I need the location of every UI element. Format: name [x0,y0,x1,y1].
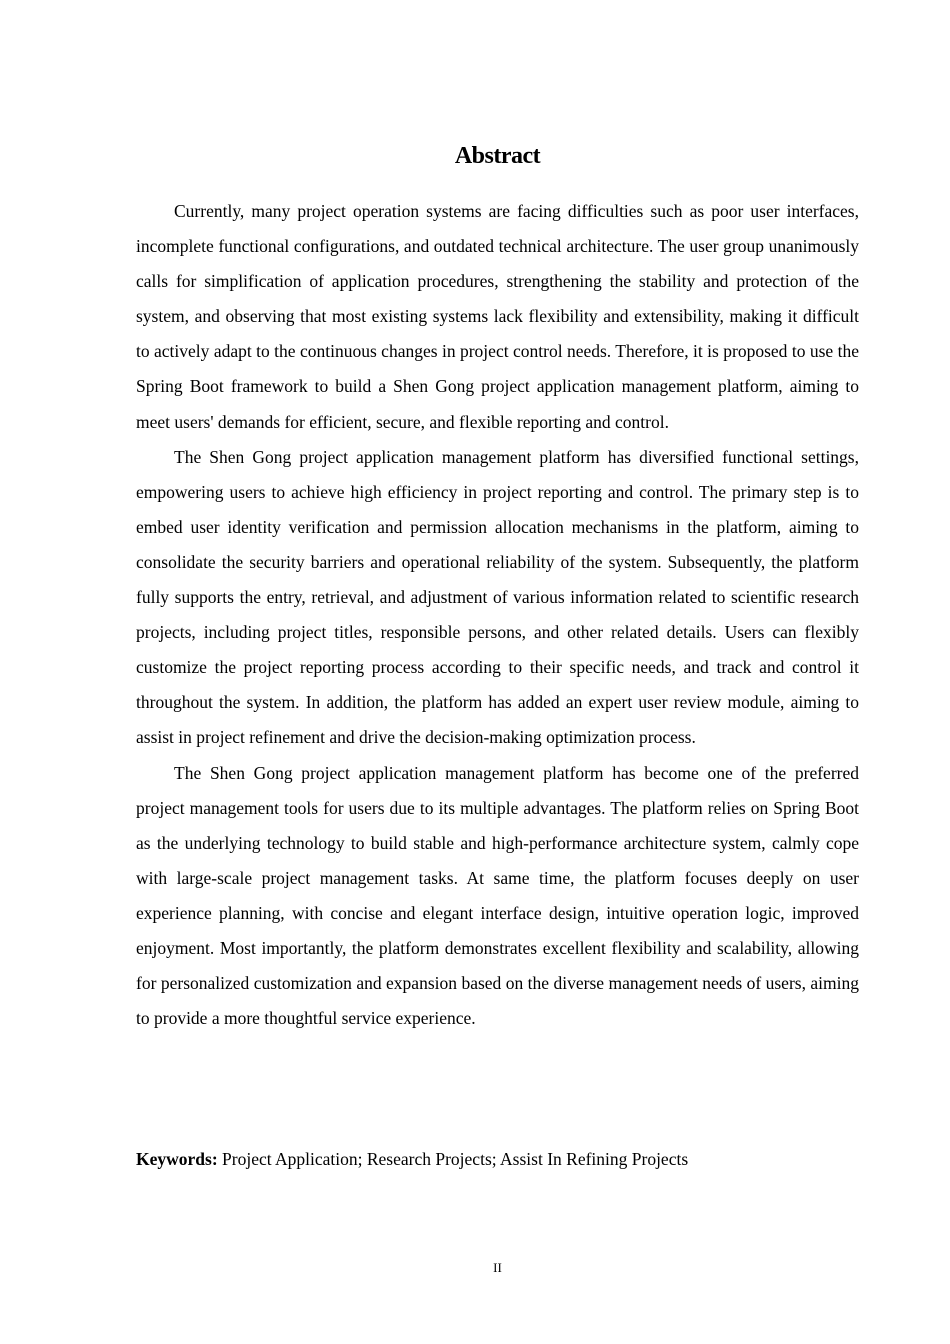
keywords-value: Project Application; Research Projects; Assist In Refining Projects [217,1149,689,1169]
abstract-body [136,194,859,1036]
keywords-label: Keywords: [136,1149,218,1169]
abstract-paragraph-3: The Shen Gong project application management platform has become one of the preferred project management tools for users due to its multiple advantages. The platform relies on Spring Boot as the underlying technology to build stable and high-performance architecture system, calmly cope with large-scale project management tasks. At same time, the platform focuses deeply on user experience planning, with concise and elegant interface design, intuitive operation logic, improved enjoyment. Most importantly, the platform demonstrates excellent flexibility and scalability, allowing for personalized customization and expansion based on the diverse management needs of users, aiming to provide a more thoughtful service experience. [136,762,859,1029]
abstract-title: Abstract [454,143,541,169]
page-number: II [493,1260,502,1275]
abstract-paragraph-1: Currently, many project operation systems are facing difficulties such as poor user interfaces, incomplete functional configurations, and outdated technical architecture. The user group unanimously calls for simplification of application procedures, strengthening the stability and protection of the system, and observing that most existing systems lack flexibility and extensibility, making it difficult to actively adapt to the continuous changes in project control needs. Therefore, it is proposed to use the Spring Boot framework to build a Shen Gong project application management platform, aiming to meet users' demands for efficient, secure, and flexible reporting and control. [136,201,859,432]
document-page [136,0,859,1344]
keywords-line [136,1142,859,1177]
abstract-paragraph-2: The Shen Gong project application management platform has diversified functional settings, empowering users to achieve high efficiency in project reporting and control. The primary step is to embed user identity verification and permission allocation mechanisms in the platform, aiming to consolidate the security barriers and operational reliability of the system. Subsequently, the platform fully supports the entry, retrieval, and adjustment of various information related to scientific research projects, including project titles, responsible persons, and other related details. Users can flexibly customize the project reporting process according to their specific needs, and track and control it throughout the system. In addition, the platform has added an expert user review module, aiming to assist in project refinement and drive the decision-making optimization process. [136,446,859,748]
